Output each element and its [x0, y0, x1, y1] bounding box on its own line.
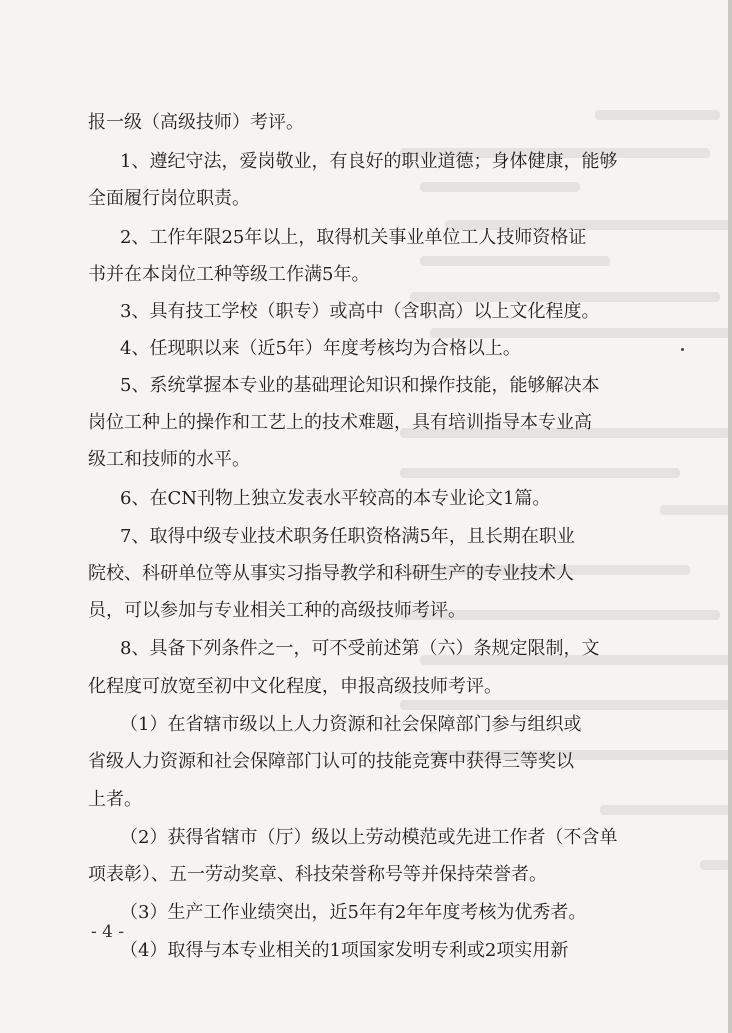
- paragraph-line: 省级人力资源和社会保障部门认可的技能竞赛中获得三等奖以: [88, 751, 574, 772]
- paragraph-line: 员，可以参加与专业相关工种的高级技师考评。: [88, 600, 466, 621]
- paragraph-line: （2）获得省辖市（厅）级以上劳动模范或先进工作者（不含单: [120, 827, 618, 848]
- paragraph-line: 2、工作年限25年以上，取得机关事业单位工人技师资格证: [120, 227, 587, 248]
- paragraph-line: 报一级（高级技师）考评。: [88, 112, 304, 133]
- paragraph-line: 全面履行岗位职责。: [88, 188, 250, 209]
- paragraph-line: （3）生产工作业绩突出，近5年有2年年度考核为优秀者。: [120, 902, 587, 923]
- paragraph-line: 院校、科研单位等从事实习指导教学和科研生产的专业技术人: [88, 563, 574, 584]
- paragraph-line: 项表彰）、五一劳动奖章、科技荣誉称号等并保持荣誉者。: [88, 864, 547, 885]
- paragraph-line: 4、任现职以来（近5年）年度考核均为合格以上。: [120, 338, 521, 359]
- ink-speck: [681, 348, 684, 351]
- paragraph-line: 级工和技师的水平。: [88, 449, 250, 470]
- paragraph-line: 6、在CN刊物上独立发表水平较高的本专业论文1篇。: [120, 488, 551, 509]
- paragraph-line: 5、系统掌握本专业的基础理论知识和操作技能，能够解决本: [120, 375, 600, 396]
- paragraph-line: 1、遵纪守法，爱岗敬业，有良好的职业道德；身体健康，能够: [120, 151, 618, 172]
- paragraph-line: 化程度可放宽至初中文化程度，申报高级技师考评。: [88, 676, 502, 697]
- page-number: - 4 -: [91, 922, 125, 942]
- paragraph-line: 上者。: [88, 789, 142, 810]
- paragraph-line: 书并在本岗位工种等级工作满5年。: [88, 264, 370, 285]
- paragraph-line: 8、具备下列条件之一，可不受前述第（六）条规定限制，文: [120, 638, 600, 659]
- paragraph-line: （1）在省辖市级以上人力资源和社会保障部门参与组织或: [120, 714, 582, 735]
- scan-edge: [728, 0, 732, 1033]
- paragraph-line: 3、具有技工学校（职专）或高中（含职高）以上文化程度。: [120, 301, 600, 322]
- paragraph-line: 岗位工种上的操作和工艺上的技术难题，具有培训指导本专业高: [88, 412, 592, 433]
- paragraph-line: 7、取得中级专业技术职务任职资格满5年，且长期在职业: [120, 526, 575, 547]
- paragraph-line: （4）取得与本专业相关的1项国家发明专利或2项实用新: [120, 940, 569, 961]
